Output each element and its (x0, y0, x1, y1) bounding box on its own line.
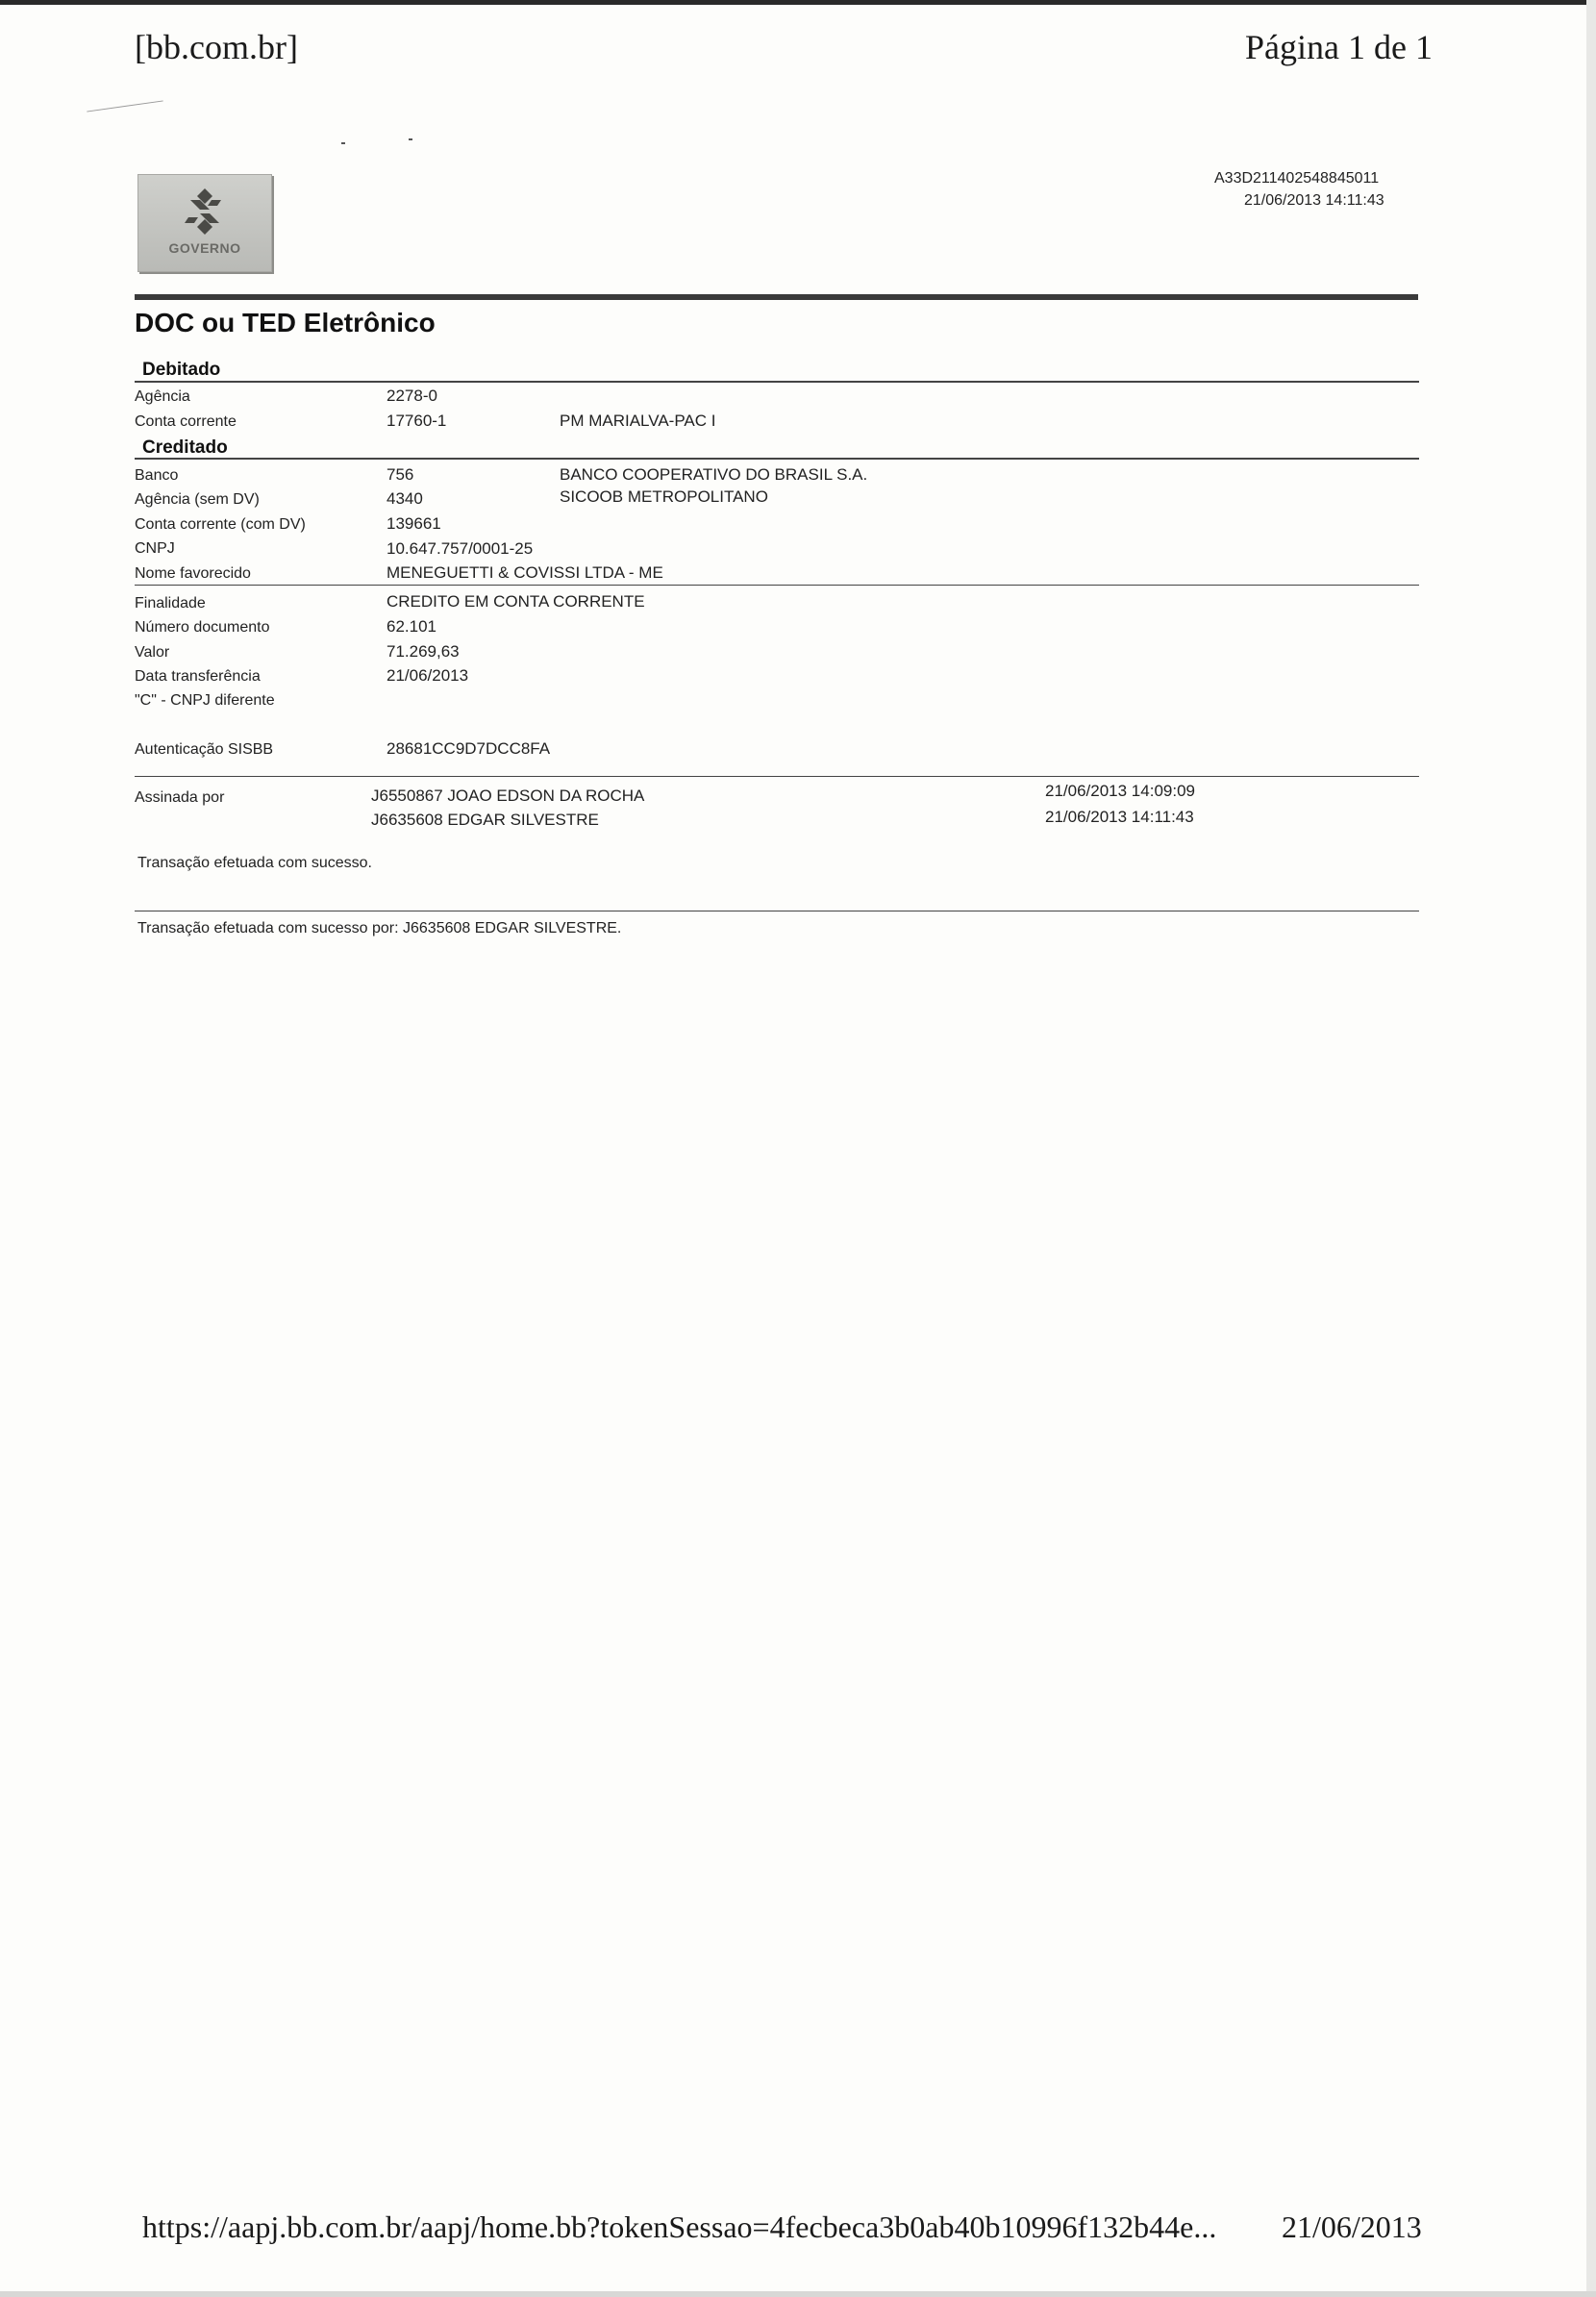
credit-nome-label: Nome favorecido (135, 565, 251, 582)
cnpj-diferente-label: "C" - CNPJ diferente (135, 692, 275, 709)
numero-documento-value: 62.101 (387, 617, 436, 636)
autenticacao-label: Autenticação SISBB (135, 741, 274, 758)
debit-conta-label: Conta corrente (135, 413, 237, 430)
credit-agencia-value: 4340 (387, 489, 423, 508)
scan-top-edge (0, 0, 1596, 5)
credit-banco-name: BANCO COOPERATIVO DO BRASIL S.A. (560, 465, 868, 484)
signer-2: J6635608 EDGAR SILVESTRE (371, 811, 599, 829)
signer-1: J6550867 JOAO EDSON DA ROCHA (371, 786, 645, 805)
data-transferencia-value: 21/06/2013 (387, 666, 469, 685)
scan-speck (87, 100, 162, 112)
banco-do-brasil-logo-icon (177, 187, 233, 238)
status-message: Transação efetuada com sucesso. (137, 855, 372, 871)
governo-logo (137, 174, 272, 272)
scan-right-edge (1586, 0, 1596, 2297)
footer-date: 21/06/2013 (1282, 2210, 1422, 2244)
scan-bottom-edge (0, 2291, 1596, 2297)
credit-conta-value: 139661 (387, 514, 441, 533)
scan-speck (409, 138, 412, 140)
credit-agencia-name: SICOOB METROPOLITANO (560, 487, 768, 506)
autenticacao-value: 28681CC9D7DCC8FA (387, 739, 551, 758)
auth-code: A33D211402548845011 (1214, 170, 1380, 187)
credit-nome-value: MENEGUETTI & COVISSI LTDA - ME (387, 563, 663, 582)
title-rule (135, 294, 1418, 300)
logo-text: GOVERNO (168, 240, 241, 256)
page-title: DOC ou TED Eletrônico (135, 308, 436, 337)
debit-agencia-value: 2278-0 (387, 387, 437, 405)
credit-banco-label: Banco (135, 467, 179, 484)
section-rule (135, 776, 1419, 777)
valor-label: Valor (135, 644, 170, 661)
section-rule (135, 585, 1419, 586)
numero-documento-label: Número documento (135, 619, 270, 636)
auth-datetime: 21/06/2013 14:11:43 (1244, 192, 1384, 209)
final-status-message: Transação efetuada com sucesso por: J6635608 EDGAR SILVESTRE. (137, 920, 622, 936)
credit-banco-value: 756 (387, 465, 414, 484)
credit-conta-label: Conta corrente (com DV) (135, 516, 306, 533)
credit-cnpj-label: CNPJ (135, 540, 175, 557)
signer-2-date: 21/06/2013 14:11:43 (1045, 808, 1194, 826)
assinada-por-label: Assinada por (135, 789, 225, 806)
credit-agencia-label: Agência (sem DV) (135, 491, 260, 508)
header-page-number: Página 1 de 1 (1245, 28, 1433, 66)
finalidade-value: CREDITO EM CONTA CORRENTE (387, 592, 645, 611)
debit-conta-name: PM MARIALVA-PAC I (560, 412, 716, 430)
credit-cnpj-value: 10.647.757/0001-25 (387, 539, 534, 558)
signer-1-date: 21/06/2013 14:09:09 (1045, 782, 1195, 800)
header-site: [bb.com.br] (135, 28, 298, 66)
section-creditado: Creditado (142, 437, 228, 458)
debit-conta-value: 17760-1 (387, 412, 447, 430)
footer-url: https://aapj.bb.com.br/aapj/home.bb?tokenSessao=4fecbeca3b0ab40b10996f132b44e... (142, 2210, 1217, 2244)
section-debitado: Debitado (142, 360, 221, 380)
data-transferencia-label: Data transferência (135, 668, 261, 685)
valor-value: 71.269,63 (387, 642, 460, 661)
section-rule (135, 381, 1419, 383)
section-rule (135, 458, 1419, 460)
scan-speck (341, 142, 345, 144)
finalidade-label: Finalidade (135, 595, 206, 612)
debit-agencia-label: Agência (135, 388, 190, 405)
